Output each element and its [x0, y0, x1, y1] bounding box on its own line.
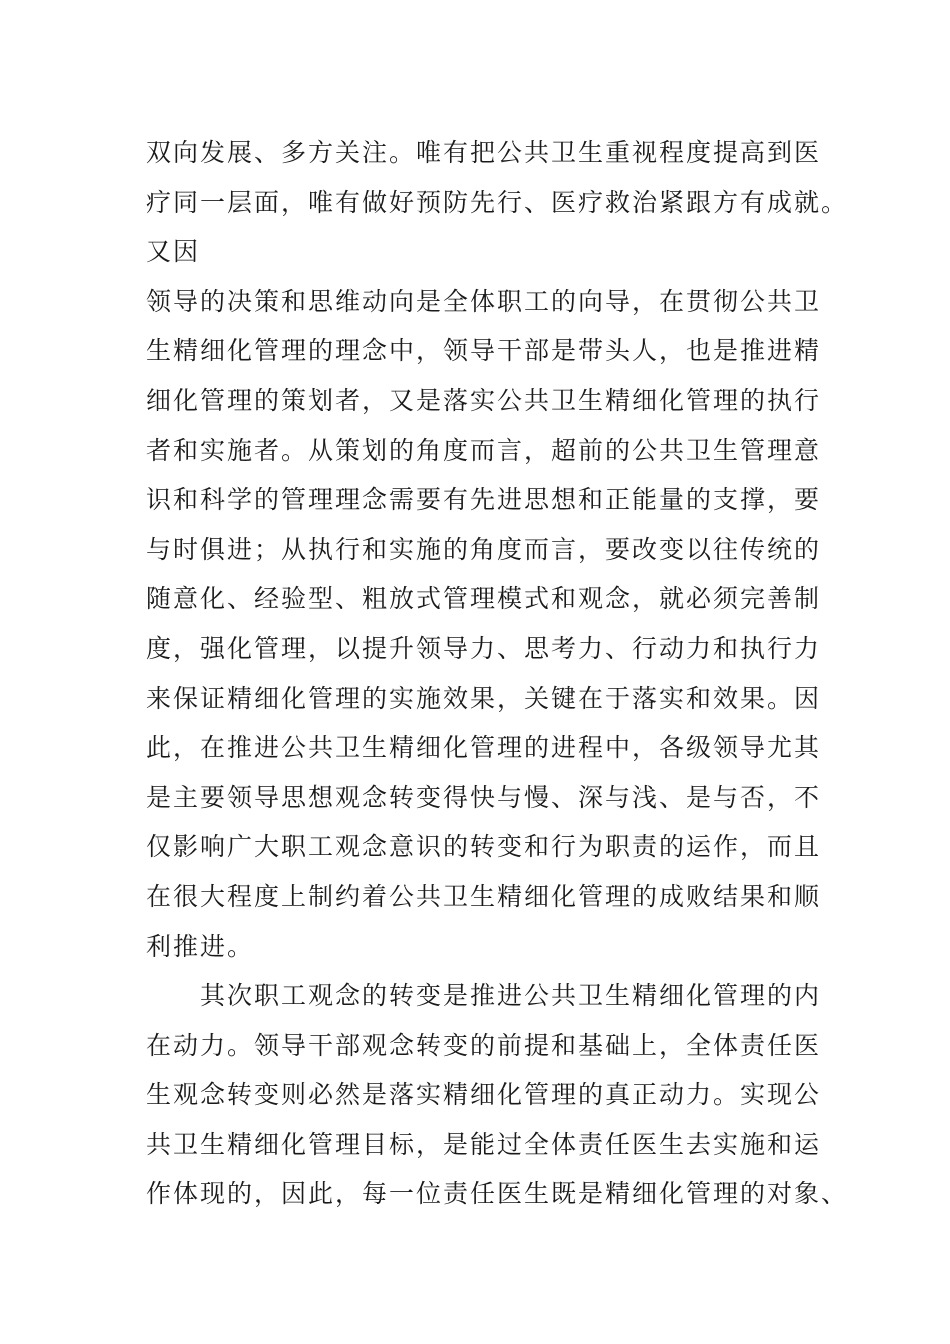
text-line: 领导的决策和思维动向是全体职工的向导，在贯彻公共卫 — [146, 286, 822, 316]
text-line: 随意化、经验型、粗放式管理模式和观念，就必须完善制 — [146, 584, 822, 614]
paragraph-2 — [146, 277, 826, 971]
text-line: 在很大程度上制约着公共卫生精细化管理的成败结果和顺 — [146, 881, 822, 911]
text-line: 是主要领导思想观念转变得快与慢、深与浅、是与否，不 — [146, 782, 822, 812]
paragraph-1 — [146, 128, 849, 277]
text-line: 共卫生精细化管理目标，是能过全体责任医生去实施和运 — [146, 1129, 822, 1159]
text-line: 者和实施者。从策划的角度而言，超前的公共卫生管理意 — [146, 435, 822, 465]
text-line: 生观念转变则必然是落实精细化管理的真正动力。实现公 — [146, 1080, 822, 1110]
text-line: 在动力。领导干部观念转变的前提和基础上，全体责任医 — [146, 1030, 822, 1060]
text-line: 来保证精细化管理的实施效果，关键在于落实和效果。因 — [146, 683, 822, 713]
text-line: 识和科学的管理理念需要有先进思想和正能量的支撑，要 — [146, 485, 822, 515]
text-line: 其次职工观念的转变是推进公共卫生精细化管理的内 — [200, 981, 822, 1011]
text-line: 作体现的，因此，每一位责任医生既是精细化管理的对象、 — [146, 1179, 849, 1209]
text-line: 生精细化管理的理念中，领导干部是带头人，也是推进精 — [146, 336, 822, 366]
paragraph-3 — [146, 971, 849, 1219]
text-line: 此，在推进公共卫生精细化管理的进程中，各级领导尤其 — [146, 733, 822, 763]
text-line: 利推进。 — [146, 931, 255, 961]
text-line: 细化管理的策划者，又是落实公共卫生精细化管理的执行 — [146, 385, 822, 415]
text-line: 与时俱进；从执行和实施的角度而言，要改变以往传统的 — [146, 534, 822, 564]
text-line: 双向发展、多方关注。唯有把公共卫生重视程度提高到医 — [146, 138, 822, 167]
text-line: 又因 — [146, 237, 201, 267]
text-line: 仅影响广大职工观念意识的转变和行为职责的运作，而且 — [146, 832, 822, 862]
body-text — [146, 128, 849, 1219]
text-line: 度，强化管理，以提升领导力、思考力、行动力和执行力 — [146, 633, 822, 663]
text-line: 疗同一层面，唯有做好预防先行、医疗救治紧跟方有成就。 — [146, 187, 849, 217]
